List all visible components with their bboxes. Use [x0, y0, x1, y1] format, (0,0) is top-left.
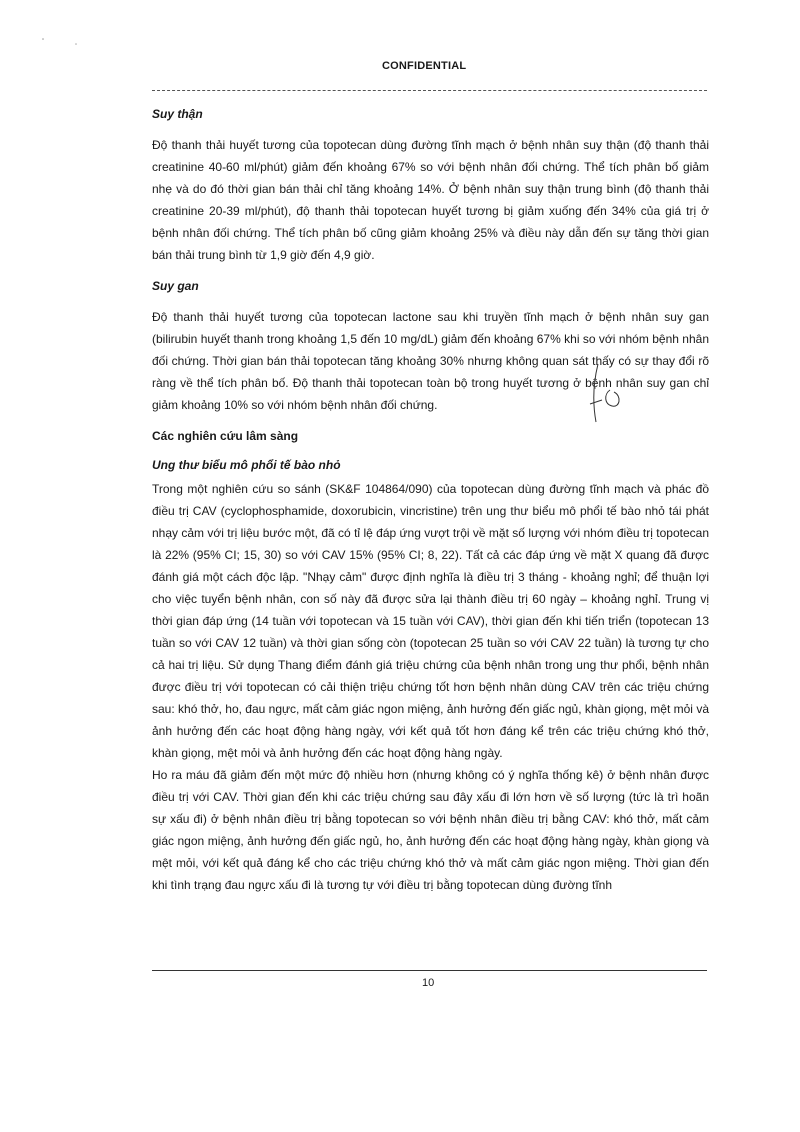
paragraph-hepatic: Độ thanh thải huyết tương của topotecan lactone sau khi truyền tĩnh mạch ở bệnh nhân suy gan (bilirubin huyết thanh trong khoảng 1,5 đến 10 mg/dL) giảm đến khoảng 67% khi so với nhóm bệnh nhân đối chứng. Thời gian bán thải topotecan tăng khoảng 30% nhưng không quan sát thấy có sự thay đổi rõ ràng về thể tích phân bố. Độ thanh thải topotecan toàn bộ trong huyết tương ở bệnh nhân suy gan chỉ giảm khoảng 10% so với nhóm bệnh nhân đối chứng. [152, 310, 709, 412]
section-heading-renal: Suy thận [152, 107, 203, 121]
footer-rule [152, 970, 707, 971]
subsection-heading-sclc: Ung thư biểu mô phổi tế bào nhỏ [152, 458, 341, 472]
confidential-header: CONFIDENTIAL [382, 60, 467, 72]
scan-specks [40, 35, 90, 55]
handwritten-mark [580, 360, 640, 430]
header-rule [152, 90, 707, 91]
document-body [152, 103, 709, 896]
section-heading-clinical: Các nghiên cứu lâm sàng [152, 429, 299, 443]
paragraph-clinical-2: Ho ra máu đã giảm đến một mức độ nhiều hơn (nhưng không có ý nghĩa thống kê) ở bệnh nhân được điều trị với CAV. Thời gian đến khi các triệu chứng sau đây xấu đi lớn hơn về số lượng (tức là trì hoãn sự xấu đi) ở bệnh nhân điều trị bằng topotecan so với bệnh nhân điều trị bằng CAV: khó thở, mất cảm giác ngon miệng, ảnh hưởng đến giấc ngủ, ho, ảnh hưởng đến các hoạt động hàng ngày, khàn giọng và mệt mỏi, với kết quả đáng kể cho các triệu chứng khó thở và mất cảm giác ngon miệng. Thời gian đến khi tình trạng đau ngực xấu đi là tương tự với điều trị bằng topotecan dùng đường tĩnh [152, 768, 709, 892]
paragraph-renal: Độ thanh thải huyết tương của topotecan dùng đường tĩnh mạch ở bệnh nhân suy thận (độ thanh thải creatinine 40-60 ml/phút) giảm đến khoảng 67% so với bệnh nhân đối chứng. Thể tích phân bố giảm nhẹ và do đó thời gian bán thải chỉ tăng khoảng 14%. Ở bệnh nhân suy thận trung bình (độ thanh thải creatinine 20-39 ml/phút), độ thanh thải topotecan huyết tương bị giảm xuống đến 34% của giá trị ở bệnh nhân đối chứng. Thể tích phân bố cũng giảm khoảng 25% và điều này dẫn đến sự tăng thời gian bán thải trung bình từ 1,9 giờ đến 4,9 giờ. [152, 138, 709, 262]
paragraph-clinical-1: Trong một nghiên cứu so sánh (SK&F 104864/090) của topotecan dùng đường tĩnh mạch và phác đồ điều trị CAV (cyclophosphamide, doxorubicin, vincristine) trên ung thư biểu mô phổi tế bào nhỏ tái phát nhạy cảm với trị liệu bước một, đã có tỉ lệ đáp ứng vượt trội về mặt số lượng với nhóm điều trị topotecan là 22% (95% CI; 15, 30) so với CAV 15% (95% CI; 8, 22). Tất cả các đáp ứng về mặt X quang đã được đánh giá một cách độc lập. "Nhạy cảm" được định nghĩa là điều trị 3 tháng - khoảng nghỉ; để thuận lợi cho việc tuyển bệnh nhân, con số này đã được sửa lại thành điều trị 60 ngày – khoảng nghỉ. Trung vị thời gian đáp ứng (14 tuần với topotecan và 15 tuần với CAV), thời gian đến khi tiến triển (topotecan 13 tuần so với CAV 12 tuần) và thời gian sống còn (topotecan 25 tuần so với CAV 22 tuần) là tương tự cho cả hai trị liệu. Sử dụng Thang điểm đánh giá triệu chứng của bệnh nhân trong ung thư phổi, bệnh nhân được điều trị với topotecan có cải thiện triệu chứng tốt hơn bệnh nhân dùng CAV trên các triệu chứng sau: khó thở, ho, đau ngực, mất cảm giác ngon miệng, ảnh hưởng đến giấc ngủ, khàn giọng, mệt mỏi và ảnh hưởng đến các hoạt động hàng ngày, với kết quả tốt hơn đáng kể trên các triệu chứng khó thở, khàn giọng, mệt mỏi và ảnh hưởng đến các hoạt động hàng ngày. [152, 482, 709, 760]
page-number: 10 [422, 977, 435, 989]
section-heading-hepatic: Suy gan [152, 279, 199, 293]
